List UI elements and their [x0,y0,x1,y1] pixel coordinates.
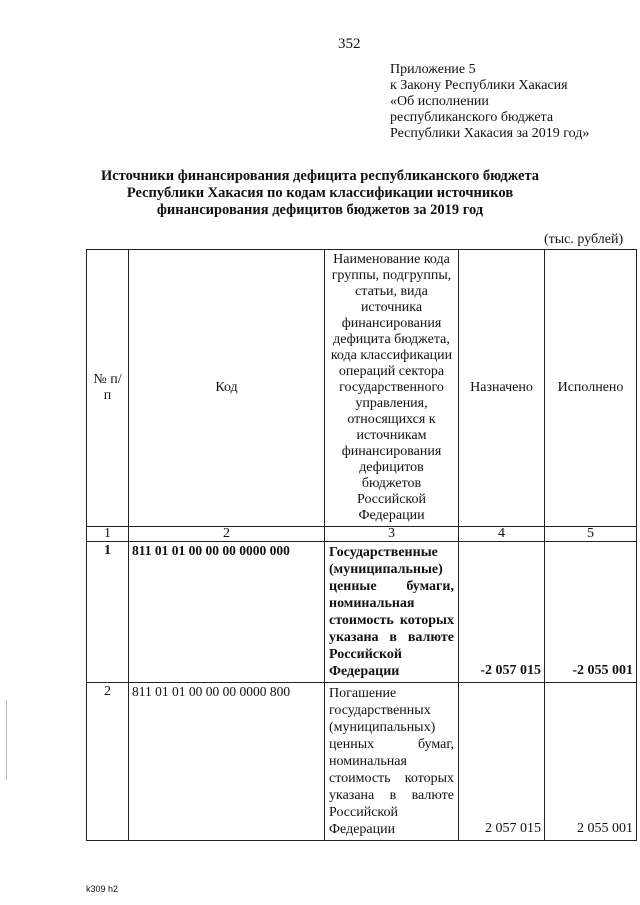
appendix-line: «Об исполнении [390,94,489,109]
table-row [87,542,637,683]
row-assigned: -2 057 015 [459,542,545,683]
row-executed: -2 055 001 [545,542,637,683]
row-executed: 2 055 001 [545,683,637,841]
column-number: 2 [129,527,325,542]
appendix-block [390,62,589,142]
document-title [95,168,545,219]
footer-code: k309 h2 [86,884,119,894]
column-number: 4 [459,527,545,542]
column-number: 1 [87,527,129,542]
header-name: Наименование кода группы, подгруппы, статьи, вида источника финансирования дефицита бюджета, кода классификации операций сектора государственного управления, относящихся к источникам финансирования дефицитов бюджетов Российской Федерации [325,250,459,527]
column-number-row [87,527,637,542]
row-num: 2 [87,683,129,841]
units-label: (тыс. рублей) [544,232,624,247]
header-row [87,250,637,527]
row-code: 811 01 01 00 00 00 0000 800 [129,683,325,841]
header-num: № п/п [87,250,129,527]
appendix-line: Республики Хакасия за 2019 год» [390,126,590,141]
column-number: 3 [325,527,459,542]
appendix-line: Приложение 5 [390,62,476,77]
column-number: 5 [545,527,637,542]
title-line: финансирования дефицитов бюджетов за 2019 год [156,202,484,218]
row-code: 811 01 01 00 00 00 0000 000 [129,542,325,683]
row-num: 1 [87,542,129,683]
header-code: Код [129,250,325,527]
appendix-line: к Закону Республики Хакасия [390,78,568,93]
page-number: 352 [338,36,361,52]
header-assigned: Назначено [459,250,545,527]
row-name: Государственные (муниципальные) ценные бумаги, номинальная стоимость которых указана в валюте Российской Федерации [325,542,459,683]
title-line: Республики Хакасия по кодам классификации источников [126,185,514,201]
row-name: Погашение государственных (муниципальных) ценных бумаг, номинальная стоимость которых указана в валюте Российской Федерации [325,683,459,841]
title-line: Источники финансирования дефицита республиканского бюджета [100,168,540,184]
scan-margin-mark [6,700,7,780]
sources-table [86,249,637,841]
table-row [87,683,637,841]
header-executed: Исполнено [545,250,637,527]
appendix-line: республиканского бюджета [390,110,554,125]
row-assigned: 2 057 015 [459,683,545,841]
